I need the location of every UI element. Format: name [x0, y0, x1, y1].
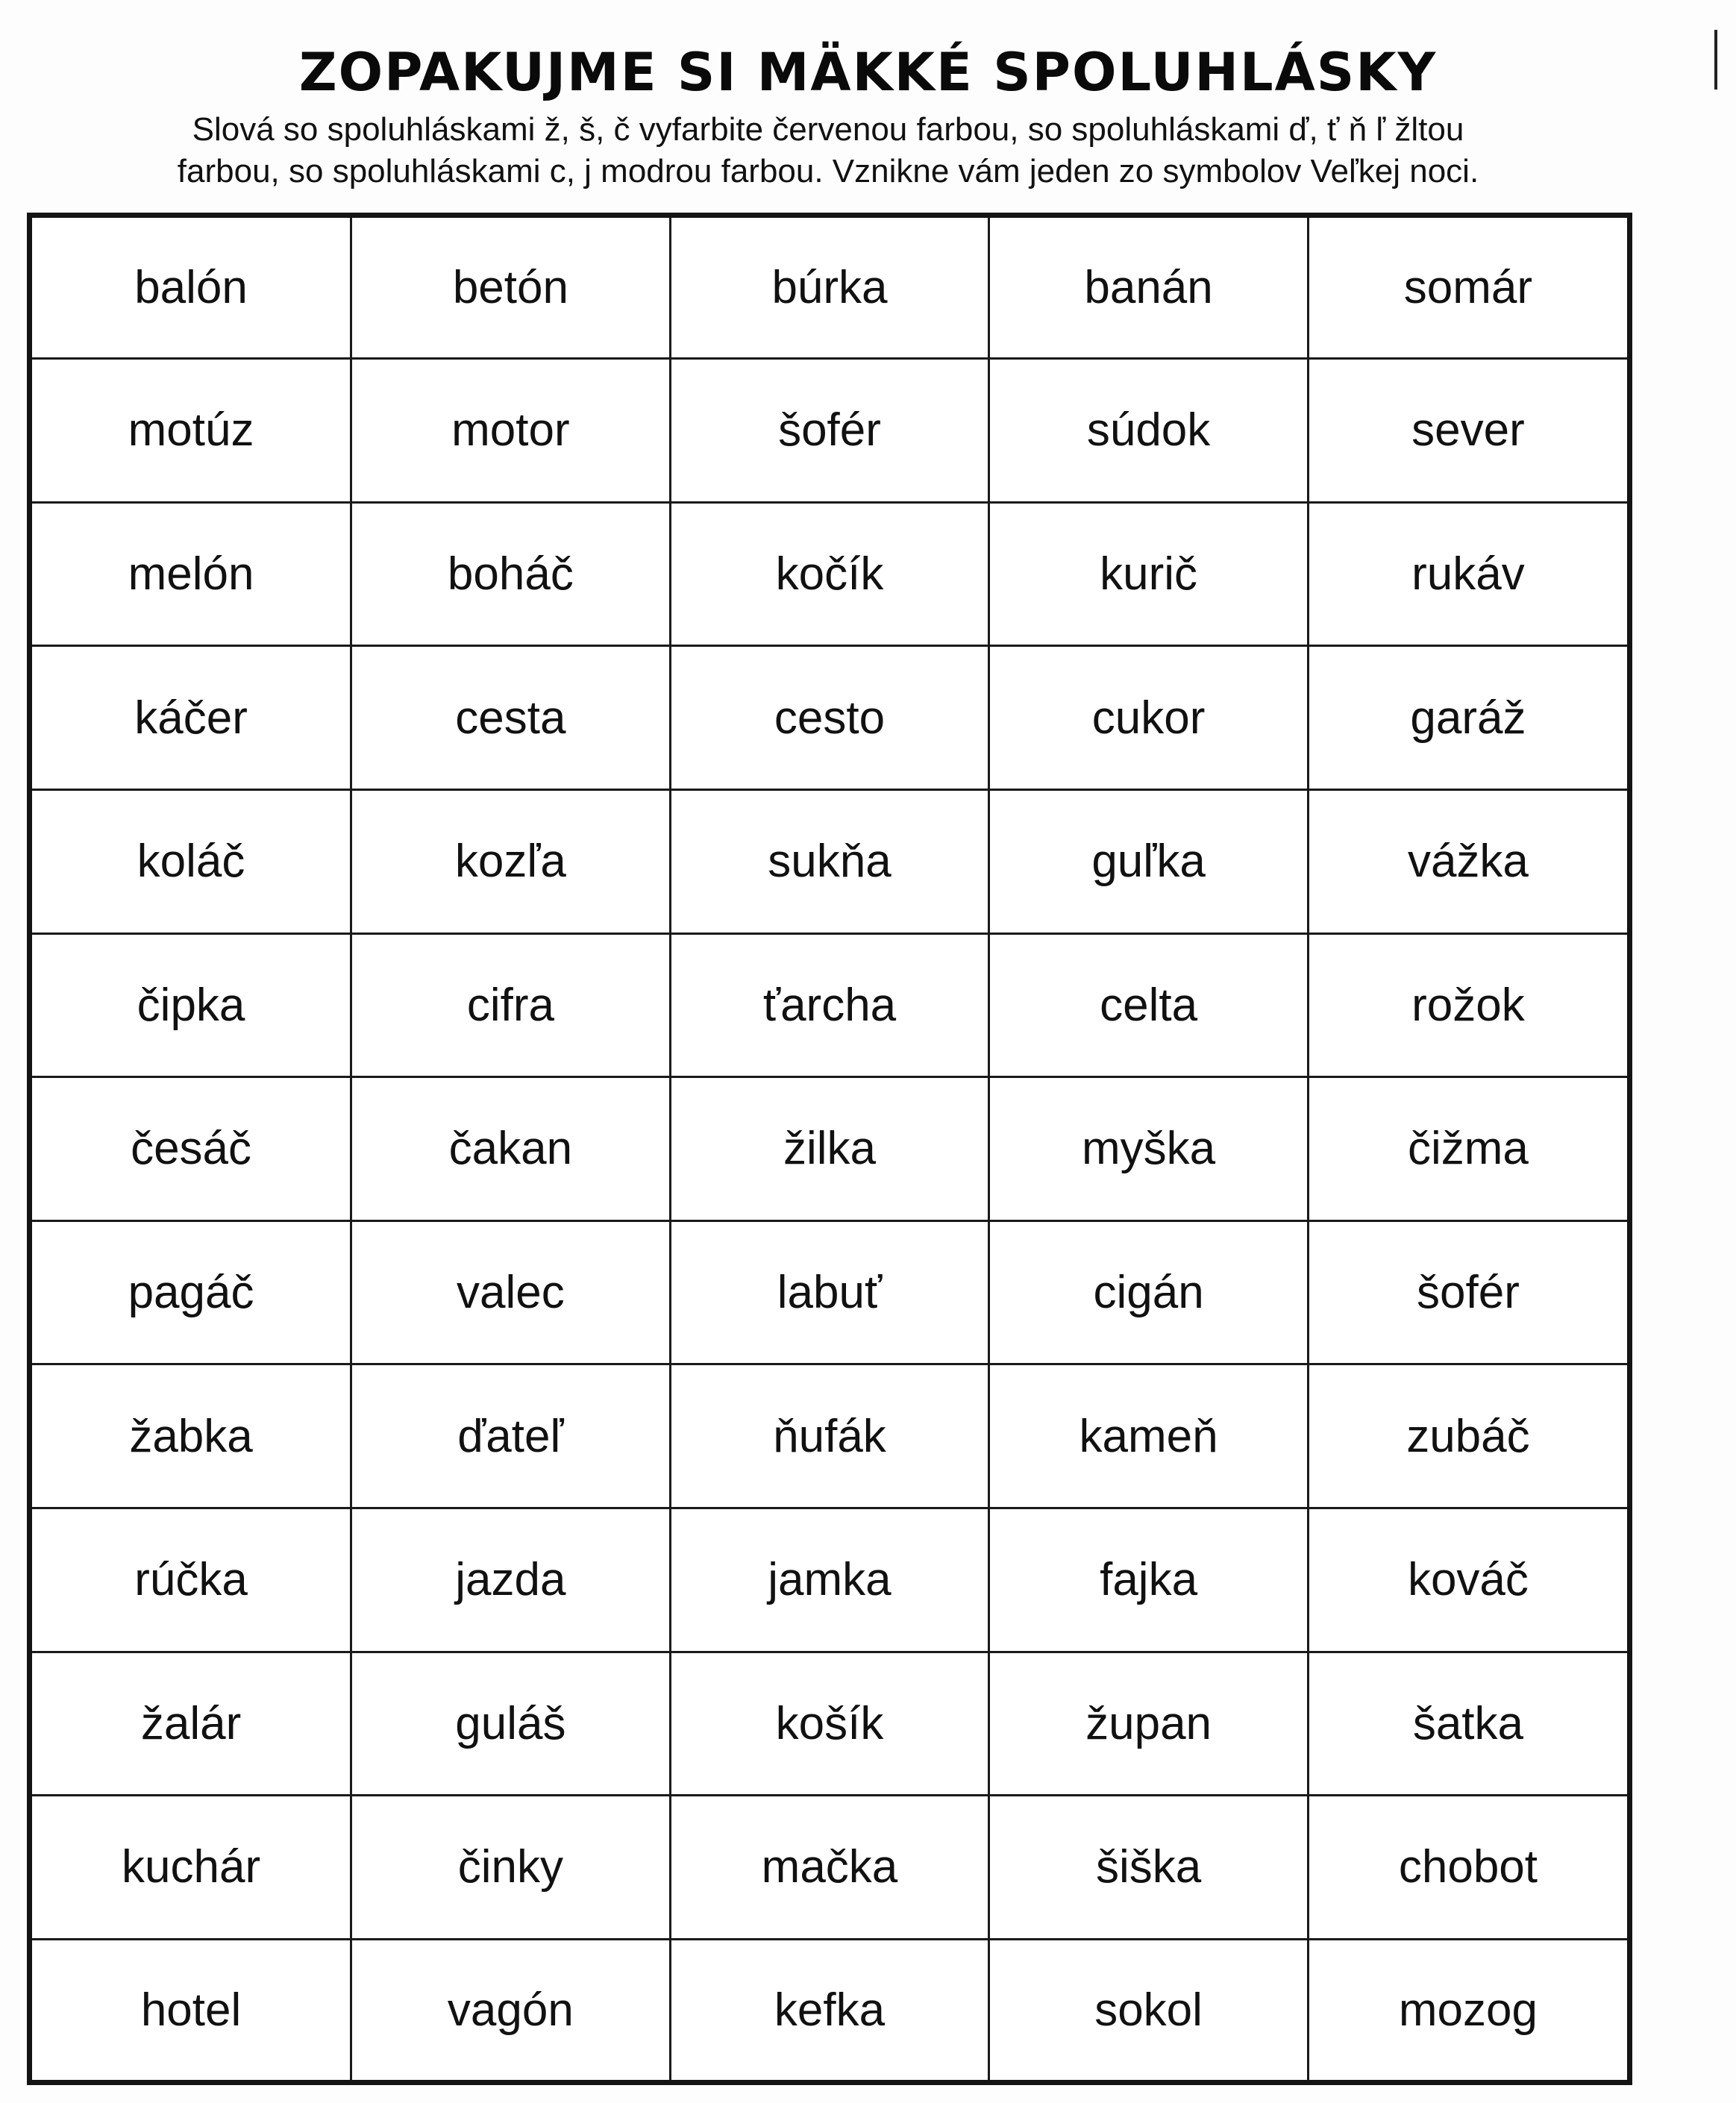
word-cell[interactable]: boháč — [351, 502, 671, 646]
word-cell[interactable]: fajka — [989, 1508, 1309, 1652]
word-cell[interactable]: šatka — [1308, 1652, 1627, 1796]
word-cell[interactable]: jamka — [670, 1508, 989, 1652]
word-cell[interactable]: kuchár — [32, 1796, 351, 1940]
word-cell[interactable]: mačka — [670, 1796, 989, 1940]
word-cell[interactable]: hotel — [32, 1939, 351, 2080]
word-cell[interactable]: sever — [1308, 359, 1627, 503]
word-cell[interactable]: sukňa — [670, 789, 989, 933]
word-cell[interactable]: cesta — [351, 646, 671, 790]
word-cell[interactable]: žalár — [32, 1652, 351, 1796]
word-cell[interactable]: somár — [1308, 218, 1627, 359]
word-cell[interactable]: motor — [351, 359, 671, 503]
word-cell[interactable]: župan — [989, 1652, 1309, 1796]
word-cell[interactable]: vagón — [351, 1939, 671, 2080]
grid-row — [32, 1652, 1627, 1796]
word-cell[interactable]: búrka — [670, 218, 989, 359]
word-cell[interactable]: banán — [989, 218, 1309, 359]
word-cell[interactable]: súdok — [989, 359, 1309, 503]
word-grid — [32, 218, 1627, 2080]
word-cell[interactable]: čižma — [1308, 1077, 1627, 1221]
word-cell[interactable]: ňufák — [670, 1364, 989, 1508]
word-cell[interactable]: kefka — [670, 1939, 989, 2080]
word-cell[interactable]: garáž — [1308, 646, 1627, 790]
word-cell[interactable]: činky — [351, 1796, 671, 1940]
word-cell[interactable]: jazda — [351, 1508, 671, 1652]
word-cell[interactable]: žilka — [670, 1077, 989, 1221]
word-cell[interactable]: čakan — [351, 1077, 671, 1221]
word-cell[interactable]: vážka — [1308, 789, 1627, 933]
word-cell[interactable]: mozog — [1308, 1939, 1627, 2080]
word-cell[interactable]: melón — [32, 502, 351, 646]
word-cell[interactable]: rožok — [1308, 933, 1627, 1077]
word-cell[interactable]: celta — [989, 933, 1309, 1077]
grid-row — [32, 218, 1627, 359]
word-cell[interactable]: rúčka — [32, 1508, 351, 1652]
word-cell[interactable]: cifra — [351, 933, 671, 1077]
worksheet-instructions — [75, 109, 1582, 192]
word-cell[interactable]: žabka — [32, 1364, 351, 1508]
word-cell[interactable]: chobot — [1308, 1796, 1627, 1940]
word-cell[interactable]: pagáč — [32, 1220, 351, 1364]
word-cell[interactable]: valec — [351, 1220, 671, 1364]
word-grid-body — [32, 218, 1627, 2080]
word-cell[interactable]: labuť — [670, 1220, 989, 1364]
word-cell[interactable]: ťarcha — [670, 933, 989, 1077]
word-cell[interactable]: česáč — [32, 1077, 351, 1221]
word-cell[interactable]: kurič — [989, 502, 1309, 646]
grid-row — [32, 933, 1627, 1077]
word-cell[interactable]: šiška — [989, 1796, 1309, 1940]
grid-row — [32, 1796, 1627, 1940]
grid-row — [32, 1220, 1627, 1364]
word-cell[interactable]: rukáv — [1308, 502, 1627, 646]
word-cell[interactable]: motúz — [32, 359, 351, 503]
worksheet-title: ZOPAKUJME SI MÄKKÉ SPOLUHLÁSKY — [298, 42, 1438, 103]
grid-row — [32, 359, 1627, 503]
word-cell[interactable]: betón — [351, 218, 671, 359]
word-cell[interactable]: cigán — [989, 1220, 1309, 1364]
word-cell[interactable]: sokol — [989, 1939, 1309, 2080]
grid-row — [32, 646, 1627, 790]
word-cell[interactable]: koláč — [32, 789, 351, 933]
word-cell[interactable]: šofér — [1308, 1220, 1627, 1364]
word-cell[interactable]: ďateľ — [351, 1364, 671, 1508]
word-cell[interactable]: guľka — [989, 789, 1309, 933]
grid-row — [32, 1939, 1627, 2080]
word-cell[interactable]: šofér — [670, 359, 989, 503]
word-cell[interactable]: cukor — [989, 646, 1309, 790]
grid-row — [32, 502, 1627, 646]
word-cell[interactable]: zubáč — [1308, 1364, 1627, 1508]
word-cell[interactable]: guláš — [351, 1652, 671, 1796]
word-cell[interactable]: kočík — [670, 502, 989, 646]
grid-row — [32, 789, 1627, 933]
instructions-line: Slová so spoluhláskami ž, š, č vyfarbite červenou farbou, so spoluhláskami ď, ť ň ľ žltou — [192, 111, 1464, 148]
word-cell[interactable]: kováč — [1308, 1508, 1627, 1652]
word-cell[interactable]: čipka — [32, 933, 351, 1077]
grid-row — [32, 1364, 1627, 1508]
word-cell[interactable]: myška — [989, 1077, 1309, 1221]
word-cell[interactable]: cesto — [670, 646, 989, 790]
word-cell[interactable]: balón — [32, 218, 351, 359]
instructions-line: farbou, so spoluhláskami c, j modrou farbou. Vznikne vám jeden zo symbolov Veľkej noci. — [177, 153, 1479, 189]
word-cell[interactable]: kozľa — [351, 789, 671, 933]
word-cell[interactable]: káčer — [32, 646, 351, 790]
word-grid-frame — [27, 213, 1632, 2085]
word-cell[interactable]: kameň — [989, 1364, 1309, 1508]
grid-row — [32, 1077, 1627, 1221]
grid-row — [32, 1508, 1627, 1652]
word-cell[interactable]: košík — [670, 1652, 989, 1796]
